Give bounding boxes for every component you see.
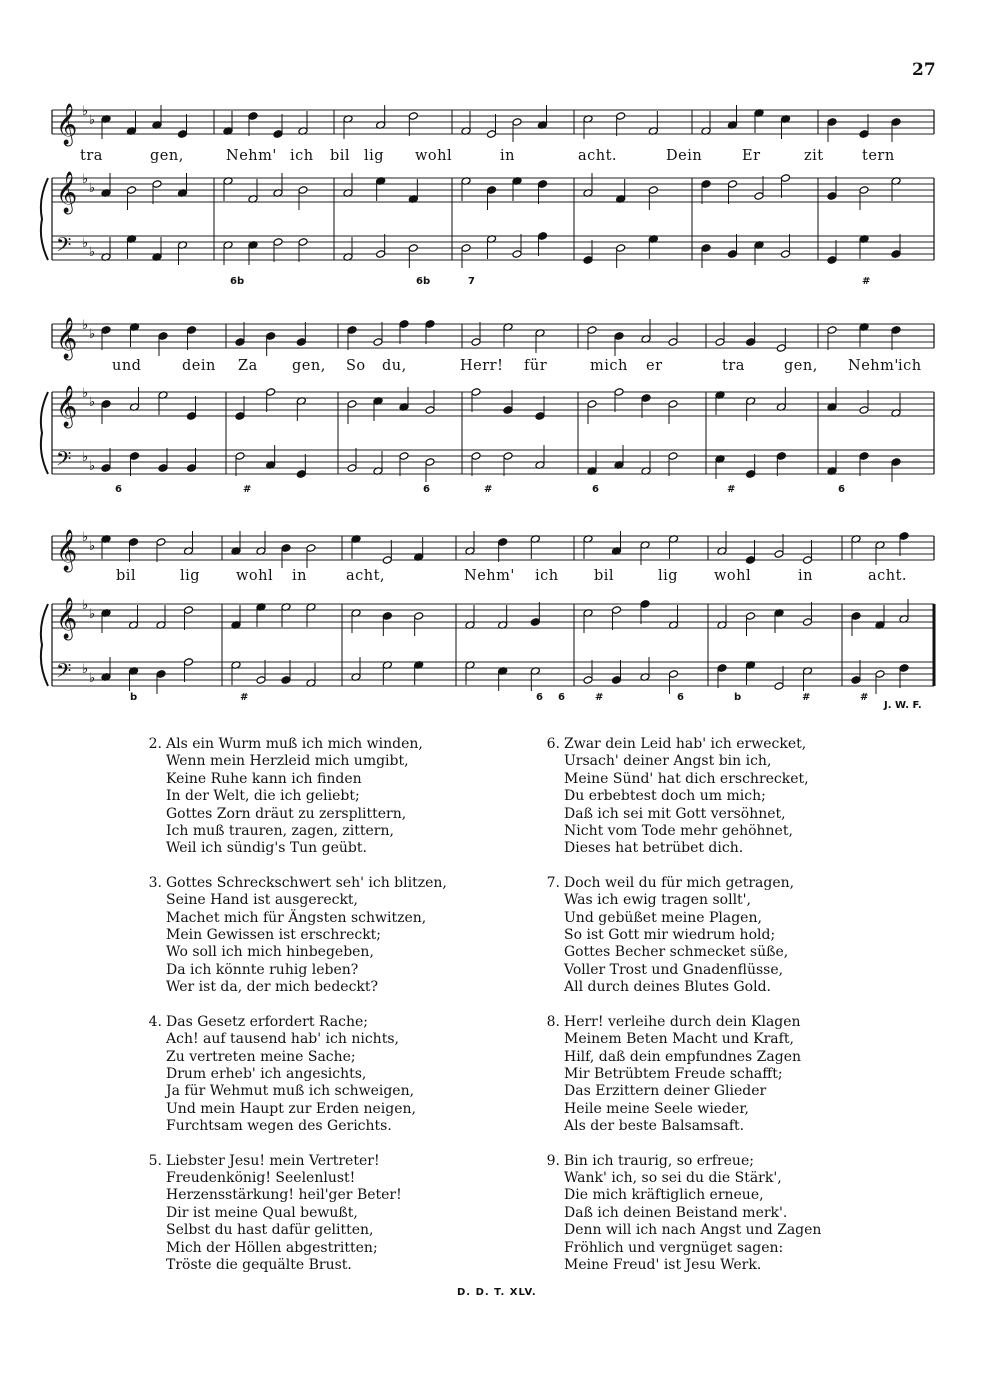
verse-text: Zwar dein Leid hab' ich erwecket, [564,736,807,752]
figure-symbol: 6b [416,276,431,287]
verse-line [142,927,447,944]
note-head [583,676,593,685]
verse-text: Furchtsam wegen des Gerichts. [166,1118,392,1135]
verse-text: Machet mich für Ängsten schwitzen, [166,909,427,926]
verse-line [540,788,821,805]
verse-text: Das Gesetz erfordert Rache; [166,1013,368,1030]
verse-text: Drum erheb' ich angesichts, [166,1065,367,1082]
verse-text: Doch weil du für mich getragen, [564,874,795,891]
verse-line [540,1014,821,1031]
lyric-syllable: in [292,568,307,584]
lyric-syllable: wohl [415,148,453,164]
verse-text: Denn will ich nach Angst und Zagen [564,1222,822,1239]
verse-line [142,1031,447,1048]
verse-line [142,1083,447,1100]
note-head [612,606,622,615]
verse-text: Wank' ich, so sei du die Stärk', [564,1169,782,1186]
figure-symbol: 7 [468,276,475,287]
verse-line [142,806,447,823]
lyric-syllable: lig [658,568,679,584]
verse-text: All durch deines Blutes Gold. [564,979,771,996]
lyric-syllable: in [798,568,813,584]
verse-number: 4. [148,1013,162,1030]
note-head [256,676,266,685]
treble-clef-icon: 𝄞 [56,386,78,427]
verse-line [142,1014,447,1031]
verse [142,736,447,858]
lyric-syllable: bil [330,148,351,164]
figure-symbol: 6 [677,692,684,703]
verse-line [540,823,821,840]
verse-line [142,1257,447,1274]
verse-line [540,979,821,996]
figure-symbol: 6b [230,276,245,287]
verse-text: Bin ich traurig, so erfreue; [564,1152,754,1169]
bass-clef-icon: 𝄢 [56,447,72,475]
verse-text: Weil ich sündig's Tun geübt. [166,840,367,857]
verse-text: In der Welt, die ich geliebt; [166,788,360,805]
lyric-syllable: gen, [784,358,818,374]
verse-number: 8. [546,1013,560,1030]
verse-line [142,1240,447,1257]
verse-text: Mir Betrübtem Freude schafft; [564,1065,783,1082]
verse-text: Gottes Schreckschwert seh' ich blitzen, [166,874,447,891]
bass-clef-icon: 𝄢 [56,233,72,261]
lyric-syllable: tra [722,358,745,374]
note-head [875,670,885,679]
figure-symbol: # [243,484,252,495]
note-head [851,612,861,621]
verse-text: Und mein Haupt zur Erden neigen, [166,1100,416,1117]
verse-text: Wer ist da, der mich bedeckt? [166,979,379,996]
key-flat-icon: ♭ [82,662,89,677]
figure-symbol: # [240,692,249,703]
lyric-syllable: tra [80,148,103,164]
note-head [746,556,756,565]
note-head [156,538,166,547]
verse-line [142,892,447,909]
lyric-syllable: ich [898,358,922,374]
footer-reference: D. D. T. XLV. [457,1287,537,1298]
note-head [382,612,392,621]
verse-line [142,1066,447,1083]
verse-line [540,1187,821,1204]
verse-line [540,1240,821,1257]
verse-line [142,753,447,770]
verse-text: Keine Ruhe kann ich finden [166,770,362,787]
verse-text: Mein Gewissen ist erschreckt; [166,927,382,944]
figure-symbol: 6 [115,484,122,495]
figure-symbol: b [130,692,138,703]
composer-signature: J. W. F. [884,700,922,711]
verse-line [142,823,447,840]
key-flat-icon: ♭ [82,450,89,465]
lyric-syllable: Dein [666,148,703,164]
key-flat-icon: ♭ [82,236,89,251]
note-head [156,670,166,679]
lyric-syllable: Nehm' [848,358,899,374]
verse-line [142,1170,447,1187]
verse-text: Seine Hand ist ausgereckt, [166,892,359,909]
note-head [184,606,194,615]
treble-clef-icon: 𝄞 [56,104,78,145]
lyric-syllable: und [112,358,142,374]
verse-line [540,910,821,927]
verse-text: Und gebüßet meine Plagen, [564,909,762,926]
verse-line [540,1222,821,1239]
verse-text: Ja für Wehmut muß ich schweigen, [166,1083,415,1100]
key-flat-icon: ♭ [82,318,89,333]
verse-line [142,875,447,892]
figure-symbol: # [595,692,604,703]
figure-symbol: 6 [423,484,430,495]
verse-line [540,753,821,770]
lyric-syllable: lig [364,148,385,164]
verse-text: Daß ich sei mit Gott versöhnet, [564,805,786,822]
verse-text: Gottes Becher schmecket süße, [564,944,789,961]
verse-text: Du erbebtest doch um mich; [564,788,766,805]
verse-text: Tröste die gequälte Brust. [166,1256,352,1273]
verse-number: 7. [546,874,560,891]
verse-text: Wo soll ich mich hinbegeben, [166,944,374,961]
lyric-syllable: dein [182,358,216,374]
verse-line [540,927,821,944]
verse-text: Herzensstärkung! heil'ger Beter! [166,1187,402,1204]
lyric-syllable: So [346,358,366,374]
verse [142,1014,447,1136]
verse-line [142,771,447,788]
note-head [803,556,813,565]
verse-line [540,1031,821,1048]
verse-text: Gottes Zorn dräut zu zersplittern, [166,805,407,822]
verse-text: Ich muß trauren, zagen, zittern, [166,823,394,840]
note-head [184,658,194,667]
verse-number: 6. [546,736,560,752]
verse-text: Ursach' deiner Angst bin ich, [564,753,772,770]
figure-symbol: 6 [838,484,845,495]
verse [540,736,821,858]
verse-line [540,771,821,788]
verse-text: Meine Sünd' hat dich erschrecket, [564,770,809,787]
note-head [414,612,424,621]
verse-text: Daß ich deinen Beistand merk'. [564,1204,788,1221]
key-flat-icon: ♭ [82,530,89,545]
figure-symbol: # [802,692,811,703]
verse-text: Die mich kräftiglich erneue, [564,1187,764,1204]
verse-text: Heile meine Seele wieder, [564,1100,749,1117]
bass-clef-icon: 𝄢 [56,659,72,687]
lyric-syllable: gen, [150,148,184,164]
note-head [774,550,784,559]
key-flat-icon: ♭ [89,539,96,554]
verse-line [540,962,821,979]
lyric-syllable: ich [290,148,314,164]
lyric-syllable: bil [116,568,137,584]
lyric-syllable: lig [180,568,201,584]
brace-icon [41,604,48,686]
verse-line [142,1153,447,1170]
verse-line [142,910,447,927]
verse-line [142,1187,447,1204]
verse-line [142,944,447,961]
note-head [129,538,139,547]
lyric-syllable: Er [742,148,761,164]
key-flat-icon: ♭ [89,607,96,622]
lyric-syllable: bil [594,568,615,584]
verse-line [540,806,821,823]
lyric-syllable: acht, [346,568,386,584]
verse-line [540,1205,821,1222]
lyric-syllable: für [524,358,548,374]
verse-text: Meinem Beten Macht und Kraft, [564,1031,794,1048]
verse-line [142,736,447,753]
lyric-syllable: zit [804,148,824,164]
note-head [669,670,679,679]
treble-clef-icon: 𝄞 [56,598,78,639]
verse [540,1014,821,1136]
note-head [746,612,756,621]
verse-text: Dieses hat betrübet dich. [564,840,744,857]
figure-symbol: # [727,484,736,495]
lyric-syllable: wohl [236,568,274,584]
verse-text: Wenn mein Herzleid mich umgibt, [166,753,409,770]
verse-text: Was ich ewig tragen sollt', [564,892,751,909]
verse-line [540,1083,821,1100]
lyric-syllable: du, [382,358,407,374]
verse-line [142,840,447,857]
verse-line [142,1222,447,1239]
treble-clef-icon: 𝄞 [56,318,78,359]
note-head [717,664,727,673]
note-head [851,676,861,685]
verse-line [540,1257,821,1274]
verse-number: 5. [148,1152,162,1169]
figure-symbol: # [860,692,869,703]
figure-symbol: 6 [536,692,543,703]
key-flat-icon: ♭ [82,172,89,187]
verse-line [540,1118,821,1135]
verse-line [540,1049,821,1066]
treble-clef-icon: 𝄞 [56,172,78,213]
figure-symbol: b [734,692,742,703]
verse-text: Hilf, daß dein empfundnes Zagen [564,1048,802,1065]
verse-text: Meine Freud' ist Jesu Werk. [564,1256,762,1273]
verse-line [540,1101,821,1118]
verse-line [540,840,821,857]
key-flat-icon: ♭ [89,181,96,196]
lyric-syllable: Herr! [460,358,504,374]
key-flat-icon: ♭ [89,459,96,474]
treble-clef-icon: 𝄞 [56,530,78,571]
lyric-syllable: Nehm' [226,148,277,164]
note-head [281,676,291,685]
verse-text: Mich der Höllen abgestritten; [166,1239,378,1256]
verse-number: 3. [148,874,162,891]
note-head [774,682,784,691]
verse-text: Herr! verleihe durch dein Klagen [564,1013,801,1030]
key-flat-icon: ♭ [89,671,96,686]
verse-text: Da ich könnte ruhig leben? [166,961,359,978]
lyric-syllable: Nehm' [464,568,515,584]
lyric-syllable: wohl [714,568,752,584]
note-head [899,664,909,673]
key-flat-icon: ♭ [82,598,89,613]
note-head [899,532,909,541]
note-head [306,544,316,553]
note-head [281,544,291,553]
verse-line [142,1049,447,1066]
verse-text: Das Erzittern deiner Glieder [564,1083,767,1100]
verse-line [540,736,821,753]
key-flat-icon: ♭ [89,113,96,128]
lyric-syllable: mich [590,358,628,374]
verse-text: Zu vertreten meine Sache; [166,1048,356,1065]
verse-line [142,1205,447,1222]
key-flat-icon: ♭ [89,245,96,260]
verse [142,875,447,997]
verse-line [142,1101,447,1118]
verse-line [540,875,821,892]
verse-text: Fröhlich und vergnüget sagen: [564,1239,784,1256]
lyric-syllable: acht. [868,568,908,584]
key-flat-icon: ♭ [82,104,89,119]
verses-left-column [142,736,447,1291]
figure-symbol: 6 [558,692,565,703]
lyric-syllable: ich [535,568,559,584]
verse-text: Selbst du hast dafür gelitten, [166,1222,374,1239]
note-head [612,676,622,685]
verse-text: Voller Trost und Gnadenflüsse, [564,961,784,978]
verse-text: Liebster Jesu! mein Vertreter! [166,1152,380,1169]
lyric-syllable: acht. [578,148,618,164]
note-head [640,600,650,609]
verse-text: Nicht vom Tode mehr gehöhnet, [564,823,793,840]
figure-symbol: # [484,484,493,495]
verse-line [142,1118,447,1135]
key-flat-icon: ♭ [89,327,96,342]
verse-line [540,1170,821,1187]
lyric-syllable: in [500,148,515,164]
verse-text: Dir ist meine Qual bewußt, [166,1204,358,1221]
figure-symbol: # [862,276,871,287]
verse-text: Ach! auf tausend hab' ich nichts, [166,1031,399,1048]
figure-symbol: 6 [592,484,599,495]
key-flat-icon: ♭ [89,395,96,410]
verse-line [540,1153,821,1170]
verse-line [540,1066,821,1083]
key-flat-icon: ♭ [82,386,89,401]
verse-number: 2. [148,736,162,752]
verse-line [142,788,447,805]
verse-text: So ist Gott mir wiedrum hold; [564,927,776,944]
verse-line [540,892,821,909]
lyric-syllable: tern [862,148,895,164]
verse-line [142,979,447,996]
verse [540,875,821,997]
note-head [382,556,392,565]
verse-line [142,962,447,979]
note-head [498,538,508,547]
verses-right-column [540,736,821,1291]
page-number: 27 [912,60,936,80]
note-head [803,618,813,627]
lyric-syllable: er [646,358,663,374]
verse-number: 9. [546,1152,560,1169]
verse-text: Als ein Wurm muß ich mich winden, [166,736,423,752]
verse-text: Freudenkönig! Seelenlust! [166,1169,356,1186]
note-head [530,618,540,627]
verse [540,1153,821,1275]
lyric-syllable: gen, [292,358,326,374]
verse-line [540,944,821,961]
verse-text: Als der beste Balsamsaft. [564,1118,745,1135]
verse [142,1153,447,1275]
lyric-syllable: Za [238,358,258,374]
